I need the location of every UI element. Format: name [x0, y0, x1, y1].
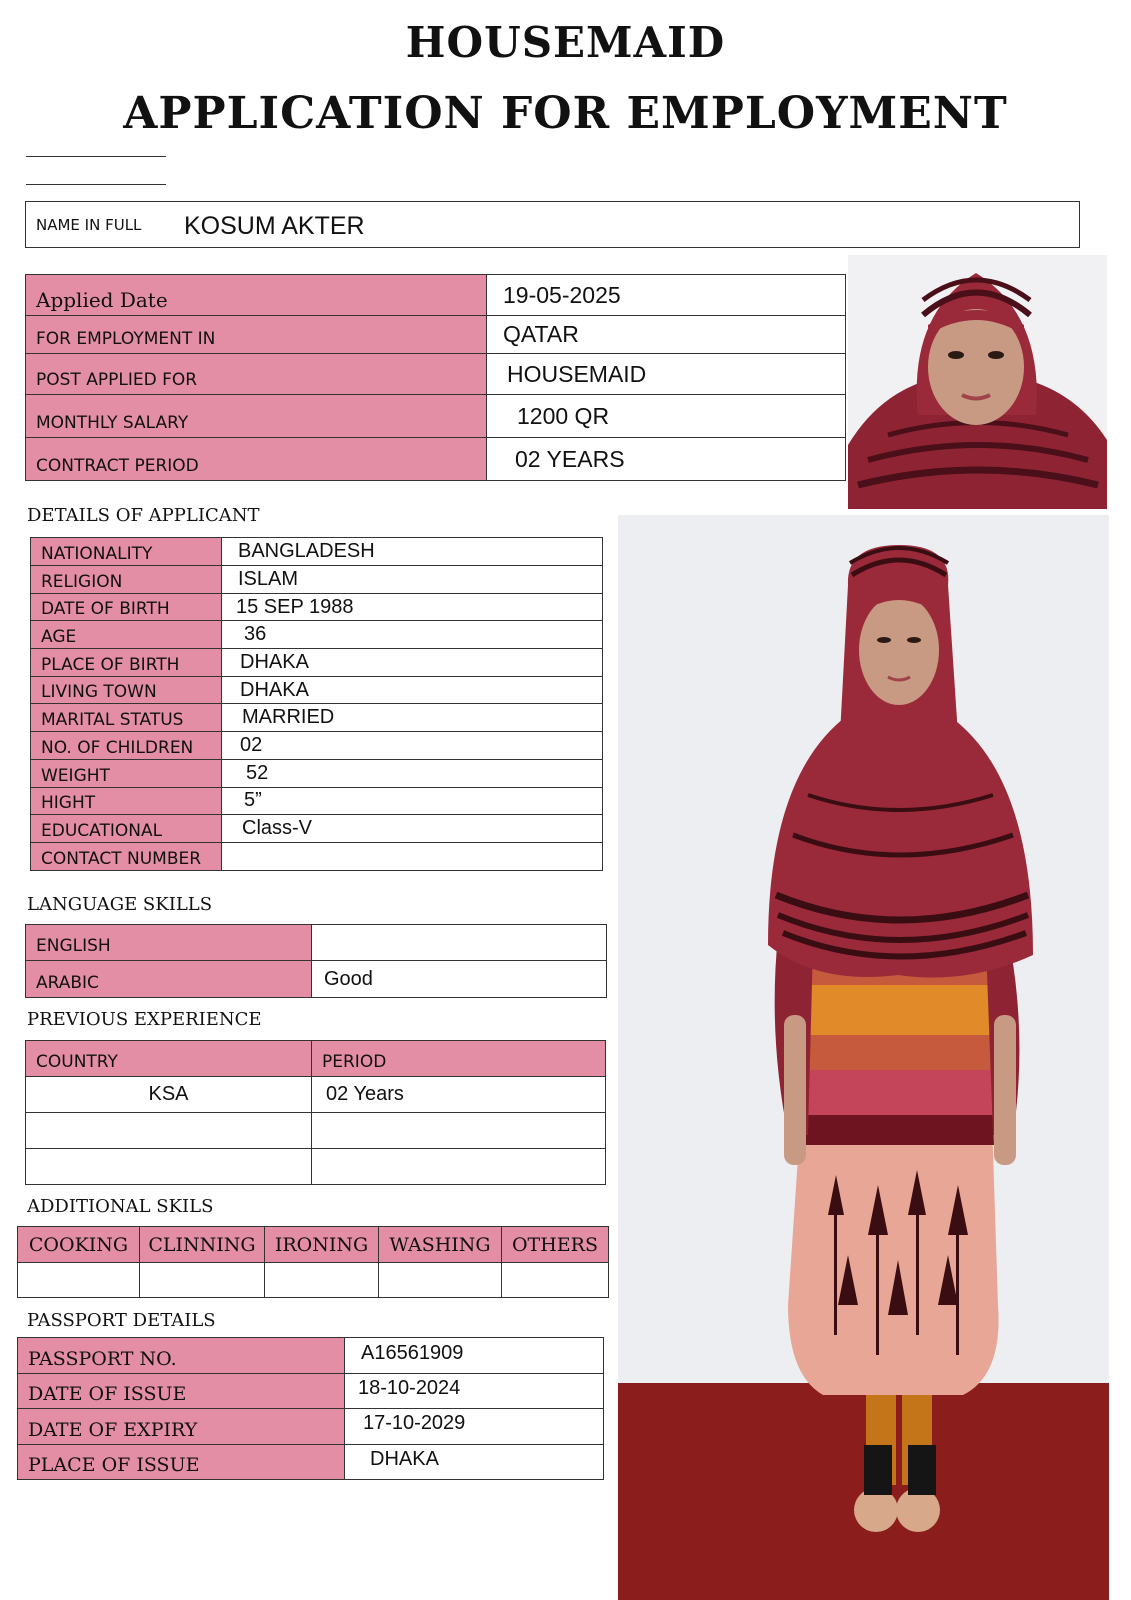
passport-label: DATE OF ISSUE	[18, 1374, 345, 1409]
language-table	[25, 924, 607, 998]
details-row	[31, 732, 603, 760]
job-value: 19-05-2025	[487, 275, 846, 316]
details-label: DATE OF BIRTH	[31, 593, 222, 621]
details-row	[31, 593, 603, 621]
applicant-portrait-photo	[848, 255, 1107, 509]
details-value: DHAKA	[222, 649, 603, 677]
form-title: HOUSEMAID	[405, 18, 726, 67]
details-row	[31, 566, 603, 594]
details-value: Class-V	[222, 815, 603, 843]
job-value: 1200 QR	[487, 395, 846, 438]
details-row	[31, 704, 603, 732]
passport-table	[17, 1337, 604, 1480]
passport-value: A16561909	[345, 1338, 604, 1374]
details-label: PLACE OF BIRTH	[31, 649, 222, 677]
details-row	[31, 676, 603, 704]
passport-heading: PASSPORT DETAILS	[27, 1310, 216, 1331]
skills-heading: ADDITIONAL SKILS	[27, 1196, 214, 1217]
job-label: POST APPLIED FOR	[26, 354, 487, 395]
details-value: ISLAM	[222, 566, 603, 594]
details-value: 52	[222, 759, 603, 787]
skill-washing-check	[379, 1263, 502, 1298]
language-label: ENGLISH	[26, 925, 312, 961]
skill-ironing-check	[265, 1263, 379, 1298]
job-label: MONTHLY SALARY	[26, 395, 487, 438]
details-label: LIVING TOWN	[31, 676, 222, 704]
details-value: 15 SEP 1988	[222, 593, 603, 621]
language-label: ARABIC	[26, 961, 312, 998]
passport-value: DHAKA	[345, 1445, 604, 1480]
experience-table	[25, 1040, 606, 1185]
job-value: 02 YEARS	[487, 438, 846, 481]
name-label: NAME IN FULL	[36, 216, 142, 234]
skills-table	[17, 1226, 609, 1298]
details-value	[222, 842, 603, 870]
passport-label: PASSPORT NO.	[18, 1338, 345, 1374]
passport-label: DATE OF EXPIRY	[18, 1409, 345, 1445]
details-label: NO. OF CHILDREN	[31, 732, 222, 760]
details-row	[31, 649, 603, 677]
details-label: WEIGHT	[31, 759, 222, 787]
signature-line-1	[26, 156, 166, 157]
experience-country	[26, 1113, 312, 1149]
job-value: QATAR	[487, 316, 846, 354]
applicant-full-length-photo	[618, 515, 1109, 1600]
skill-cleaning: CLINNING	[140, 1227, 265, 1263]
details-label: HIGHT	[31, 787, 222, 815]
experience-period	[312, 1113, 606, 1149]
passport-label: PLACE OF ISSUE	[18, 1445, 345, 1480]
skill-cleaning-check	[140, 1263, 265, 1298]
details-value: DHAKA	[222, 676, 603, 704]
skill-others-check	[502, 1263, 609, 1298]
details-value: 36	[222, 621, 603, 649]
details-label: RELIGION	[31, 566, 222, 594]
details-label: NATIONALITY	[31, 538, 222, 566]
skill-cooking-check	[18, 1263, 140, 1298]
experience-period	[312, 1149, 606, 1185]
details-label: CONTACT NUMBER	[31, 842, 222, 870]
form-subtitle: APPLICATION FOR EMPLOYMENT	[123, 88, 1008, 139]
details-value: BANGLADESH	[222, 538, 603, 566]
job-table	[25, 274, 846, 481]
job-label: CONTRACT PERIOD	[26, 438, 487, 481]
details-row	[31, 815, 603, 843]
details-row	[31, 621, 603, 649]
skill-ironing: IRONING	[265, 1227, 379, 1263]
signature-line-2	[26, 184, 166, 185]
experience-heading: PREVIOUS EXPERIENCE	[27, 1009, 262, 1030]
details-label: EDUCATIONAL	[31, 815, 222, 843]
details-heading: DETAILS OF APPLICANT	[27, 505, 260, 526]
name-field	[25, 201, 1080, 248]
details-value: MARRIED	[222, 704, 603, 732]
job-label: Applied Date	[26, 275, 487, 316]
passport-value: 18-10-2024	[345, 1374, 604, 1409]
details-row	[31, 538, 603, 566]
experience-country	[26, 1149, 312, 1185]
experience-col-country: COUNTRY	[26, 1041, 312, 1077]
skill-cooking: COOKING	[18, 1227, 140, 1263]
name-value: KOSUM AKTER	[184, 212, 365, 240]
job-label: FOR EMPLOYMENT IN	[26, 316, 487, 354]
details-row	[31, 787, 603, 815]
language-heading: LANGUAGE SKILLS	[27, 894, 213, 915]
language-value: Good	[312, 961, 607, 998]
language-value	[312, 925, 607, 961]
passport-value: 17-10-2029	[345, 1409, 604, 1445]
job-value: HOUSEMAID	[487, 354, 846, 395]
details-row	[31, 759, 603, 787]
skill-others: OTHERS	[502, 1227, 609, 1263]
details-label: MARITAL STATUS	[31, 704, 222, 732]
details-label: AGE	[31, 621, 222, 649]
details-row	[31, 842, 603, 870]
details-value: 02	[222, 732, 603, 760]
skill-washing: WASHING	[379, 1227, 502, 1263]
experience-country: KSA	[26, 1077, 312, 1113]
details-table	[30, 537, 603, 871]
experience-period: 02 Years	[312, 1077, 606, 1113]
experience-col-period: PERIOD	[312, 1041, 606, 1077]
details-value: 5”	[222, 787, 603, 815]
